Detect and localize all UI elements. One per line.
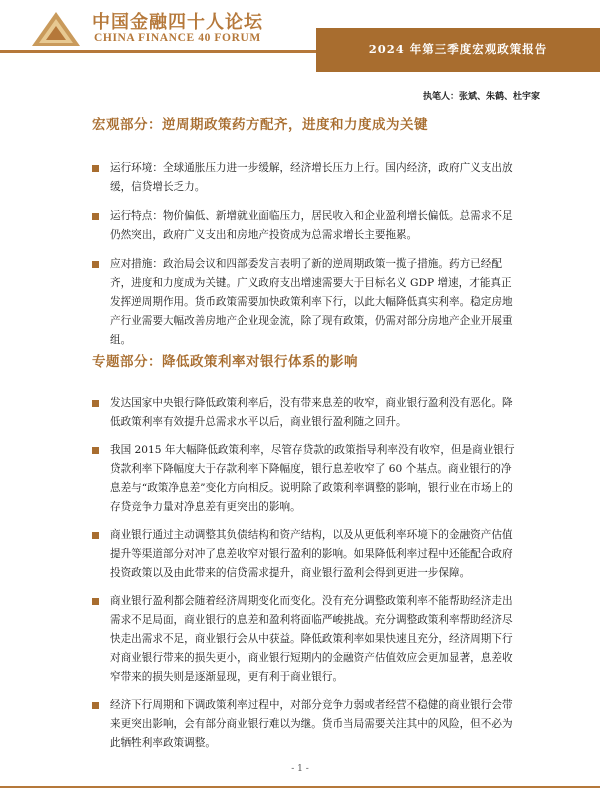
square-bullet-icon bbox=[92, 447, 99, 454]
square-bullet-icon bbox=[92, 532, 99, 539]
square-bullet-icon bbox=[92, 598, 99, 605]
forum-logo-icon bbox=[30, 10, 82, 48]
special-bullet-list bbox=[92, 394, 522, 753]
report-header bbox=[0, 0, 600, 72]
header-divider bbox=[0, 50, 316, 53]
authors-line: 执笔人：张斌、朱鹤、杜宇家 bbox=[422, 92, 540, 102]
list-item bbox=[92, 592, 522, 687]
report-title-bar bbox=[316, 28, 600, 72]
square-bullet-icon bbox=[92, 702, 99, 709]
list-item bbox=[92, 696, 522, 753]
list-item bbox=[92, 159, 522, 197]
list-item bbox=[92, 255, 522, 350]
forum-name-chinese: 中国金融四十人论坛 bbox=[92, 12, 263, 33]
section-title-macro: 宏观部分：逆周期政策药方配齐，进度和力度成为关键 bbox=[92, 117, 428, 133]
list-item bbox=[92, 394, 522, 432]
list-item-text: 经济下行周期和下调政策利率过程中，对部分竞争力弱或者经营不稳健的商业银行会带来更突出影响，会有部分商业银行难以为继。货币当局需要关注其中的风险，但不必为此牺牲利率政策调整。 bbox=[110, 699, 513, 749]
list-item bbox=[92, 526, 522, 583]
list-item-text: 发达国家中央银行降低政策利率后，没有带来息差的收窄，商业银行盈利没有恶化。降低政策利率有效提升总需求水平以后，商业银行盈利随之回升。 bbox=[110, 397, 513, 428]
forum-name-english: CHINA FINANCE 40 FORUM bbox=[94, 32, 261, 44]
square-bullet-icon bbox=[92, 165, 99, 172]
square-bullet-icon bbox=[92, 261, 99, 268]
report-title: 2024 年第三季度宏观政策报告 bbox=[368, 42, 548, 56]
list-item bbox=[92, 441, 522, 517]
list-item-text: 商业银行通过主动调整其负债结构和资产结构，以及从更低利率环境下的金融资产估值提升等渠道部分对冲了息差收窄对银行盈利的影响。如果降低利率过程中还能配合政府投资政策以及由此带来的信贷需求提升，商业银行盈利会得到更进一步保障。 bbox=[110, 529, 513, 579]
list-item-text: 运行特点：物价偏低、新增就业面临压力，居民收入和企业盈利增长偏低。总需求不足仍然突出，政府广义支出和房地产投资成为总需求增长主要拖累。 bbox=[110, 210, 513, 241]
page-number: - 1 - bbox=[291, 764, 309, 774]
square-bullet-icon bbox=[92, 213, 99, 220]
square-bullet-icon bbox=[92, 400, 99, 407]
footer-divider bbox=[0, 786, 600, 788]
list-item-text: 运行环境：全球通胀压力进一步缓解，经济增长压力上行。国内经济，政府广义支出放缓，信贷增长乏力。 bbox=[110, 162, 513, 193]
list-item-text: 应对措施：政治局会议和四部委发言表明了新的逆周期政策一揽子措施。药方已经配齐，进度和力度成为关键。广义政府支出增速需要大于目标名义 GDP 增速，才能真正发挥逆周期作用。货币政策需要加快政策利率下行，以此大幅降低真实利率。稳定房地产行业需要大幅改善房地产企业现金流，除了现有政策，仍需对部分房地产企业开展重组。 bbox=[110, 258, 513, 346]
list-item-text: 商业银行盈利都会随着经济周期变化而变化。没有充分调整政策利率不能帮助经济走出需求不足局面，商业银行的息差和盈利将面临严峻挑战。充分调整政策利率帮助经济尽快走出需求不足，商业银行会从中获益。降低政策利率如果快速且充分，经济周期下行对商业银行带来的损失更小，商业银行短期内的金融资产估值效应会更加显著，息差收窄带来的损失则是逐渐显现，更有利于商业银行。 bbox=[110, 595, 513, 683]
macro-bullet-list bbox=[92, 159, 522, 350]
list-item-text: 我国 2015 年大幅降低政策利率，尽管存贷款的政策指导利率没有收窄，但是商业银行贷款利率下降幅度大于存款利率下降幅度，银行息差收窄了 60 个基点。商业银行的净息差与“政策净息差”变化方向相反。说明除了政策利率调整的影响，银行业在市场上的存贷竞争力量对净息差有更突出的影响。 bbox=[110, 444, 515, 513]
list-item bbox=[92, 207, 522, 245]
section-title-special: 专题部分：降低政策利率对银行体系的影响 bbox=[92, 354, 358, 370]
